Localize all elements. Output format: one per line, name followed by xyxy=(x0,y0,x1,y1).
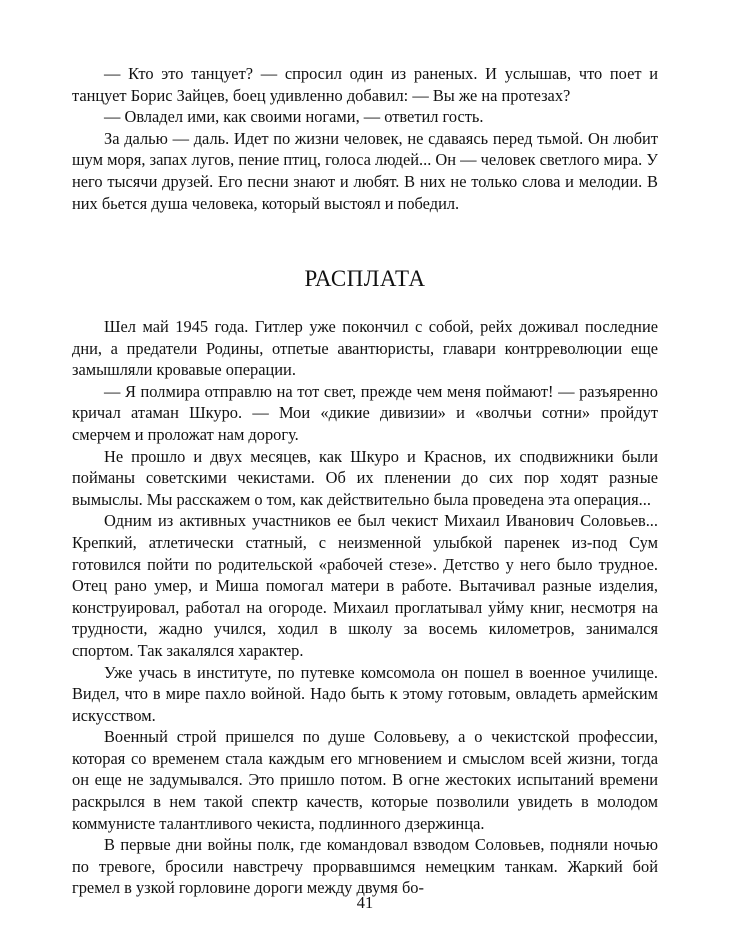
paragraph: — Я полмира отправлю на тот свет, прежде чем меня поймают! — разъяренно кричал атаман Шкуро. — Мои «дикие дивизии» и «волчьи сотни» пройдут смерчем и проложат нам дорогу. xyxy=(72,381,658,444)
paragraph: Одним из активных участников ее был чекист Михаил Иванович Соловьев... Крепкий, атлетически статный, с неизменной улыбкой паренек из-под Сум готовился пойти по родительской «рабочей стезе». Детство у него было трудное. Отец рано умер, и Миша помогал матери в работе. Вытачивал разные изделия, конструировал, работал на огороде. Михаил проглатывал уйму книг, несмотря на трудности, жадно учился, ходил в школу за восемь километров, занимался спортом. Так закалялся характер. xyxy=(72,511,658,660)
chapter-body xyxy=(72,316,658,899)
paragraph: Не прошло и двух месяцев, как Шкуро и Краснов, их сподвижники были пойманы советскими чекистами. Об их пленении до сих пор ходят разные вымыслы. Мы расскажем о том, как действительно была проведена эта операция... xyxy=(72,446,658,509)
paragraph: За далью — даль. Идет по жизни человек, не сдаваясь перед тьмой. Он любит шум моря, запах лугов, пение птиц, голоса людей... Он — человек светлого мира. У него тысячи друзей. Его песни знают и любят. В них не только слова и мелодии. В них бьется душа человека, который выстоял и победил. xyxy=(72,128,658,213)
paragraph: — Кто это танцует? — спросил один из раненых. И услышав, что поет и танцует Борис Зайцев, боец удивленно добавил: — Вы же на протезах? xyxy=(72,64,658,105)
paragraph: — Овладел ими, как своими ногами, — ответил гость. xyxy=(104,107,484,127)
chapter-title: РАСПЛАТА xyxy=(304,266,426,291)
paragraph: Шел май 1945 года. Гитлер уже покончил с собой, рейх доживал последние дни, а предатели Родины, отпетые авантюристы, главари контрреволюции еще замышляли кровавые операции. xyxy=(72,317,658,380)
page-number: 41 xyxy=(356,893,374,912)
paragraph: Военный строй пришелся по душе Соловьеву, а о чекистской профессии, которая со временем стала каждым его мгновением и смыслом всей жизни, тогда он еще не задумывался. Это пришло потом. В огне жестоких испытаний времени раскрылся в нем такой спектр качеств, которые позволили увидеть в молодом коммунисте талантливого чекиста, подлинного дзержинца. xyxy=(72,727,658,833)
paragraph: Уже учась в институте, по путевке комсомола он пошел в военное училище. Видел, что в мире пахло войной. Надо быть к этому готовым, овладеть армейским искусством. xyxy=(72,662,658,725)
paragraph: В первые дни войны полк, где командовал взводом Соловьев, подняли ночью по тревоге, бросили навстречу прорвавшимся немецким танкам. Жаркий бой гремел в узкой горловине дороги между двумя бо- xyxy=(72,835,658,898)
previous-chapter-ending xyxy=(72,63,658,214)
